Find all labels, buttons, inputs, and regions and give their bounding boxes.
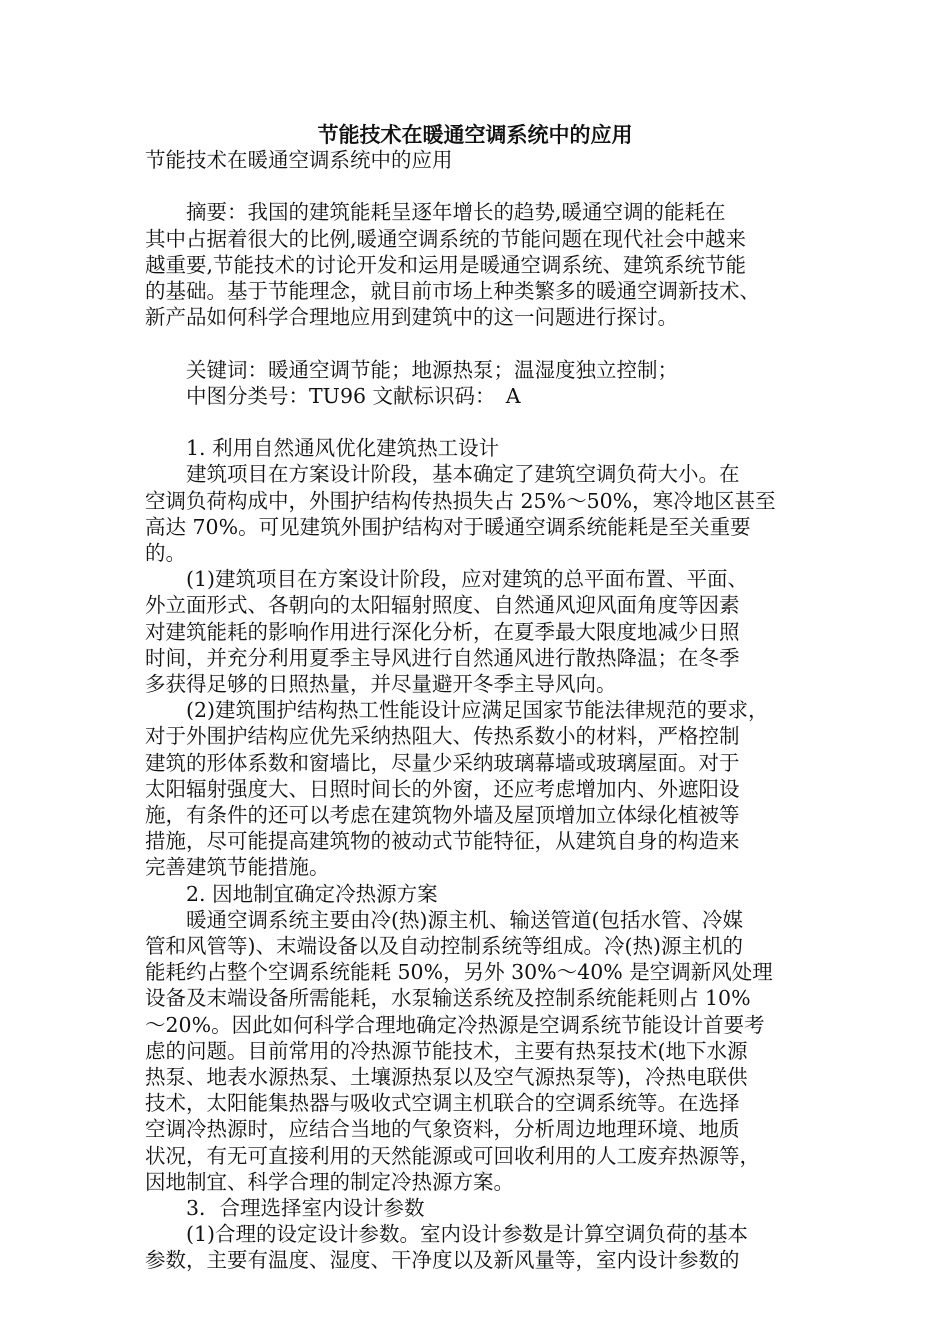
body-line: 建筑的形体系数和窗墙比，尽量少采纳玻璃幕墙或玻璃屋面。对于 [145, 750, 740, 775]
body-line: 空调负荷构成中，外围护结构传热损失占 25%～50%，寒冷地区甚至 [145, 488, 776, 513]
body-line: 的。 [145, 541, 186, 565]
body-line: 热泵、地表水源热泵、土壤源热泵以及空气源热泵等)，冷热电联供 [145, 1065, 748, 1089]
body-line: 关键词：暖通空调节能；地源热泵；温湿度独立控制； [145, 357, 678, 382]
body-line: 多获得足够的日照热量，并尽量避开冬季主导风向。 [145, 672, 617, 696]
body-line: 对于外围护结构应优先采纳热阻大、传热系数小的材料，严格控制 [145, 724, 740, 749]
body-line: 其中占据着很大的比例,暖通空调系统的节能问题在现代社会中越来 [145, 226, 747, 251]
document-title: 节能技术在暖通空调系统中的应用 [317, 122, 633, 147]
body-line: 技术，太阳能集热器与吸收式空调主机联合的空调系统等。在选择 [145, 1091, 740, 1116]
body-line: 设备及末端设备所需能耗，水泵输送系统及控制系统能耗则占 10% [145, 986, 751, 1011]
body-line: (1)建筑项目在方案设计阶段，应对建筑的总平面布置、平面、 [145, 567, 749, 592]
body-line: 高达 70%。可见建筑外围护结构对于暖通空调系统能耗是至关重要 [145, 514, 751, 539]
body-line: 建筑项目在方案设计阶段，基本确定了建筑空调负荷大小。在 [145, 462, 740, 487]
body-line: (1)合理的设定设计参数。室内设计参数是计算空调负荷的基本 [145, 1222, 749, 1247]
body-line: 2. 因地制宜确定冷热源方案 [145, 881, 438, 906]
body-line: ～20%。因此如何科学合理地确定冷热源是空调系统节能设计首要考 [145, 1012, 765, 1037]
body-line: 空调冷热源时，应结合当地的气象资料，分析周边地理环境、地质 [145, 1117, 740, 1142]
body-line: 的基础。基于节能理念，就目前市场上种类繁多的暖通空调新技术、 [145, 279, 760, 303]
body-line: 越重要,节能技术的讨论开发和运用是暖通空调系统、建筑系统节能 [145, 252, 747, 277]
body-line: (2)建筑围护结构热工性能设计应满足国家节能法律规范的要求， [145, 698, 769, 723]
body-line: 能耗约占整个空调系统能耗 50%，另外 30%～40% 是空调新风处理 [145, 960, 773, 985]
body-line: 参数，主要有温度、湿度、干净度以及新风量等，室内设计参数的 [145, 1248, 740, 1273]
body-line: 完善建筑节能措施。 [145, 855, 330, 880]
body-line: 时间，并充分利用夏季主导风进行自然通风进行散热降温；在冬季 [145, 645, 740, 670]
body-line: 施，有条件的还可以考虑在建筑物外墙及屋顶增加立体绿化植被等 [145, 803, 740, 827]
body-line: 3．合理选择室内设计参数 [145, 1196, 425, 1220]
body-line: 外立面形式、各朝向的太阳辐射照度、自然通风迎风面角度等因素 [145, 593, 740, 618]
body-line: 1. 利用自然通风优化建筑热工设计 [145, 436, 500, 461]
body-line: 节能技术在暖通空调系统中的应用 [145, 148, 453, 172]
body-line: 状况，有无可直接利用的天然能源或可回收利用的人工废弃热源等， [145, 1143, 760, 1168]
body-line: 新产品如何科学合理地应用到建筑中的这一问题进行探讨。 [145, 305, 678, 330]
body-line: 摘要：我国的建筑能耗呈逐年增长的趋势,暖通空调的能耗在 [145, 200, 726, 225]
body-line: 措施，尽可能提高建筑物的被动式节能特征，从建筑自身的构造来 [145, 829, 740, 854]
body-line: 暖通空调系统主要由冷(热)源主机、输送管道(包括水管、冷媒 [145, 907, 743, 932]
body-line: 中图分类号：TU96 文献标识码： A [145, 383, 521, 408]
body-line: 对建筑能耗的影响作用进行深化分析，在夏季最大限度地减少日照 [145, 619, 740, 644]
body-line: 虑的问题。目前常用的冷热源节能技术，主要有热泵技术(地下水源 [145, 1038, 748, 1063]
body-line: 太阳辐射强度大、日照时间长的外窗，还应考虑增加内、外遮阳设 [145, 776, 740, 801]
body-line: 管和风管等)、末端设备以及自动控制系统等组成。冷(热)源主机的 [145, 934, 743, 958]
body-line: 因地制宜、科学合理的制定冷热源方案。 [145, 1169, 514, 1194]
